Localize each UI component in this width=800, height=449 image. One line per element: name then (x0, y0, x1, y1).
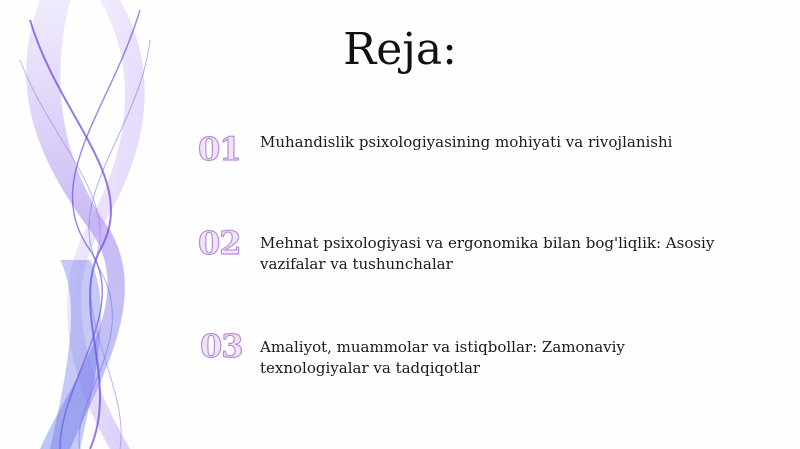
item-text-2: Mehnat psixologiyasi va ergonomika bilan bog'liqlik: Asosiy vazifalar va tushunchalar (260, 234, 715, 273)
item-number-2: 02 (198, 224, 241, 262)
item-number-1: 01 (198, 130, 241, 168)
item-text-3: Amaliyot, muammolar va istiqbollar: Zamonaviy texnologiyalar va tadqiqotlar (260, 338, 625, 377)
item-text-1: Muhandislik psixologiyasining mohiyati va rivojlanishi (260, 133, 673, 151)
item-number-3: 03 (200, 327, 243, 365)
smoke-ribbon-decoration (0, 0, 200, 449)
slide-title: Reja: (343, 24, 457, 75)
